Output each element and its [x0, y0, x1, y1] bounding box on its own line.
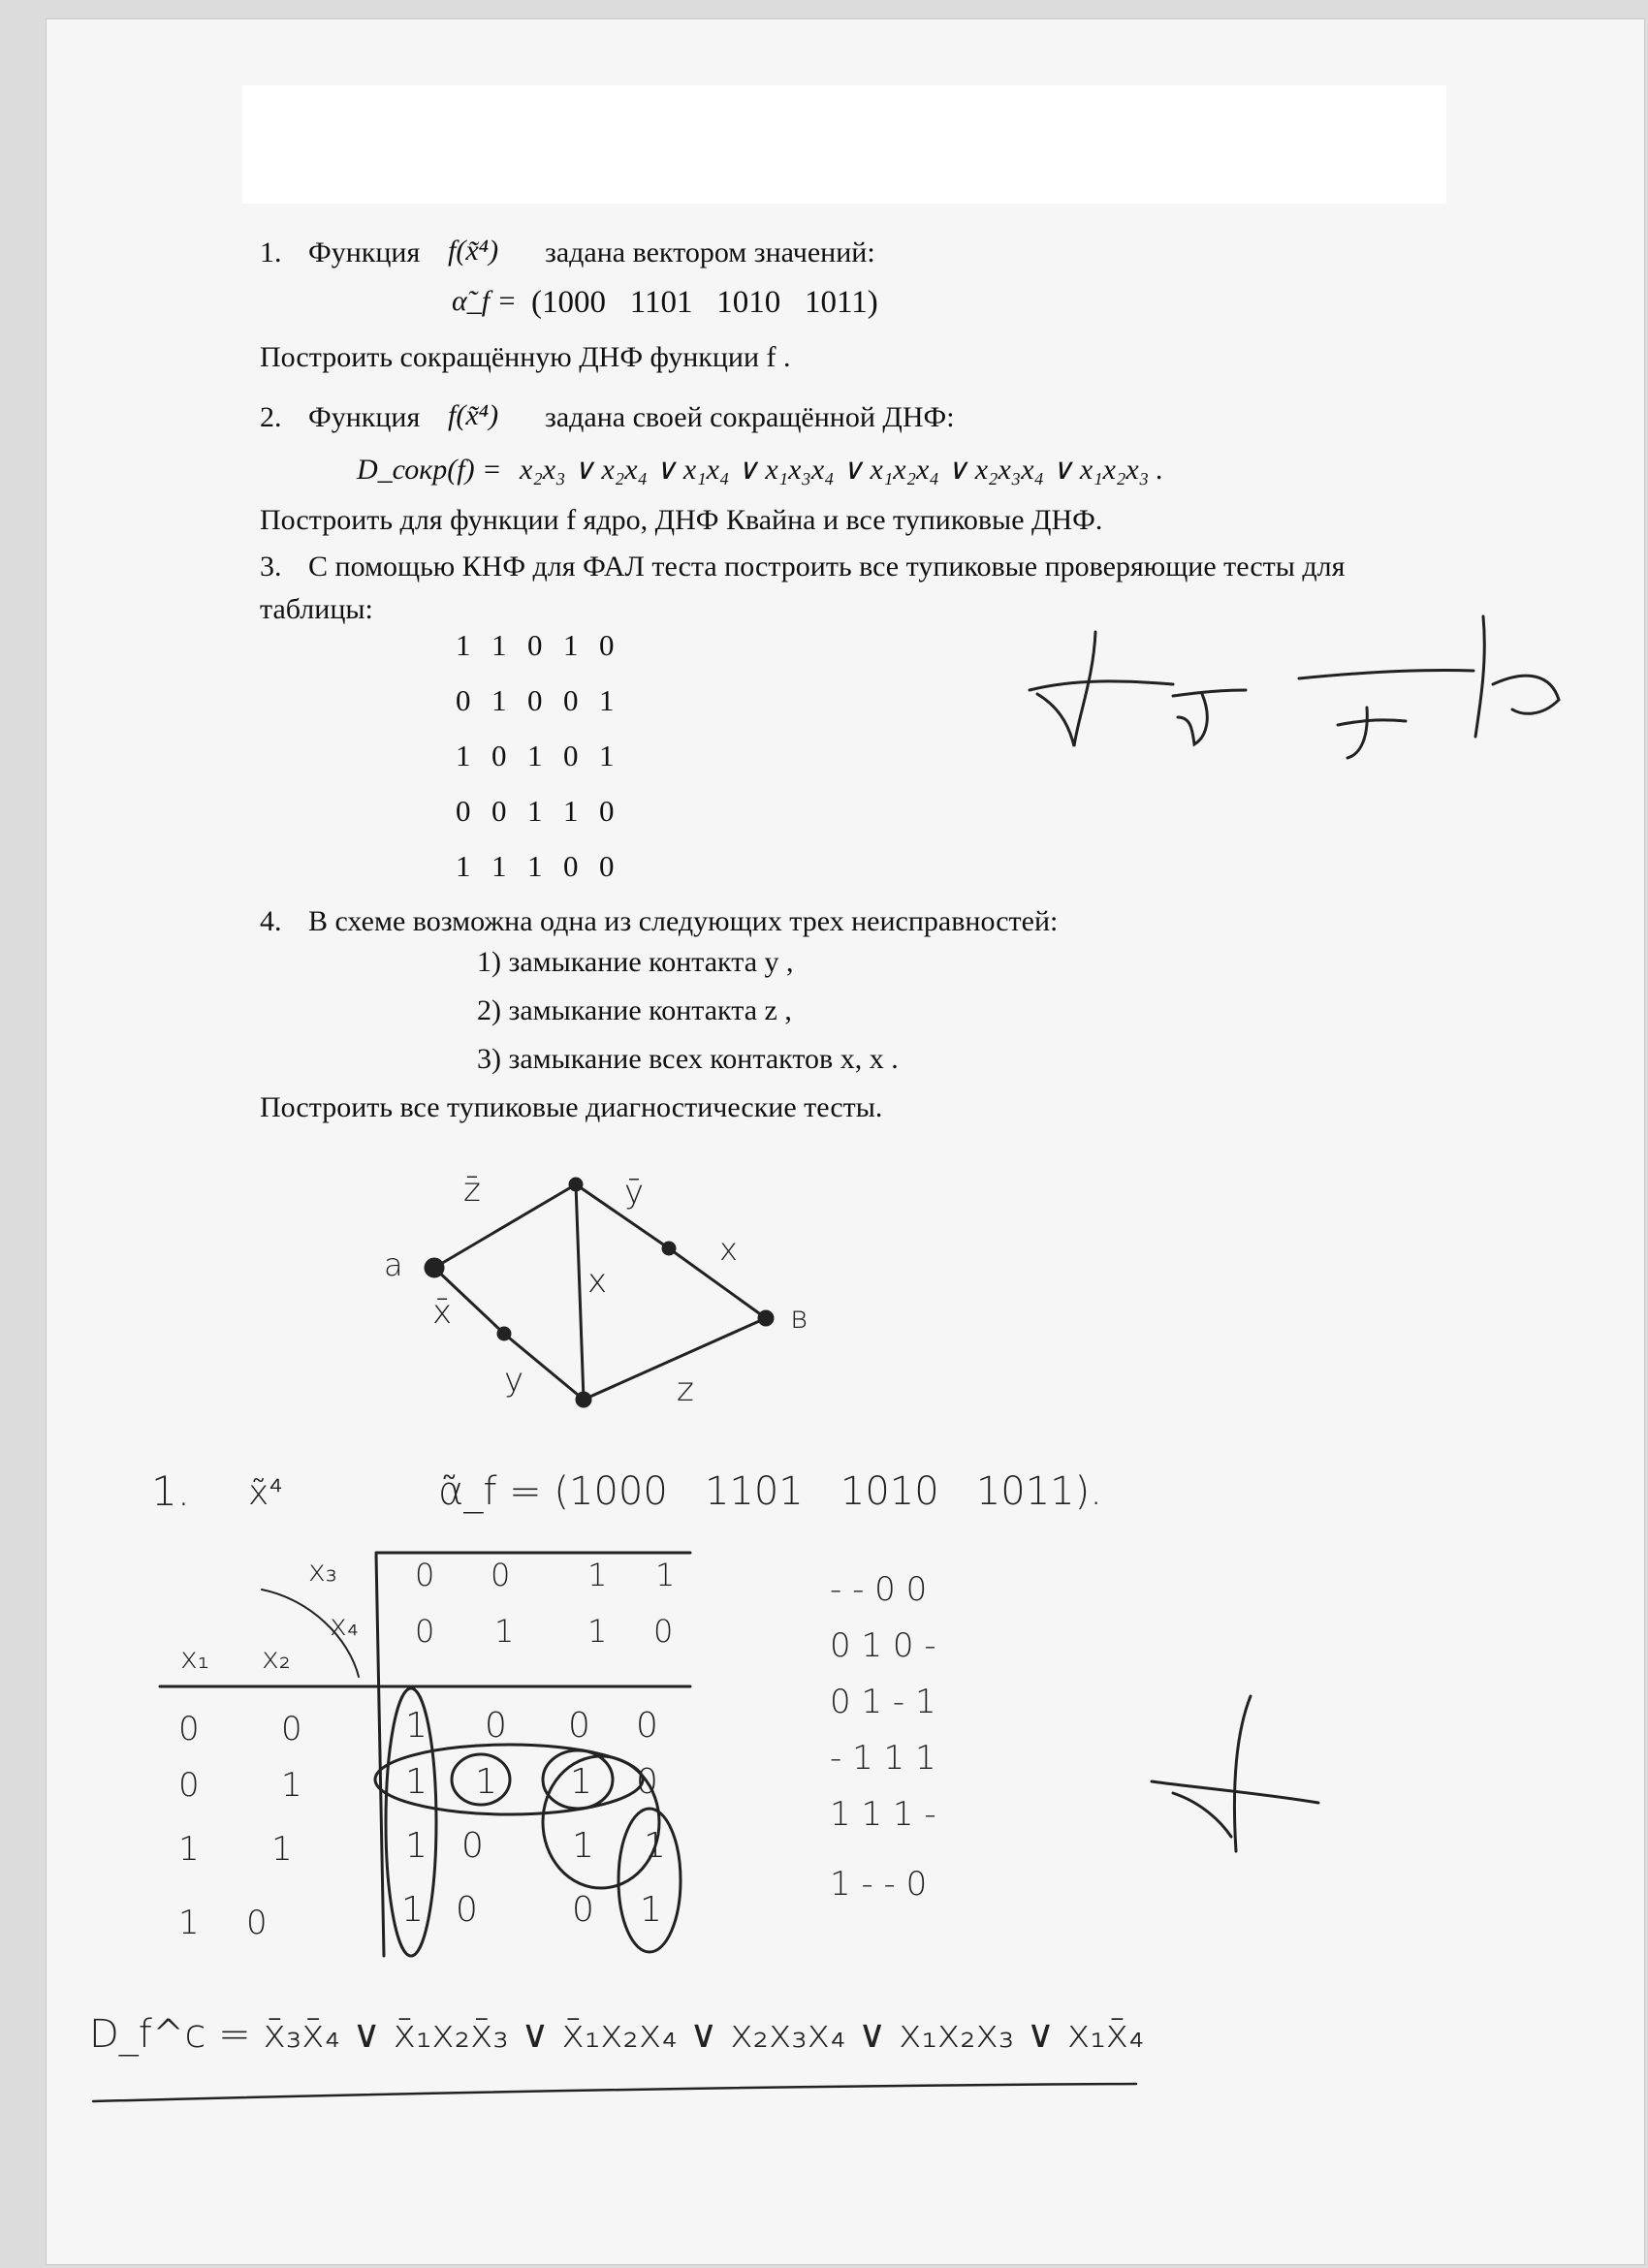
- table-row: 0 1 0 0 1: [456, 683, 615, 717]
- edge-label-x-middle: x: [587, 1262, 608, 1301]
- p4-task: Построить все тупиковые диагностические тесты.: [260, 1091, 883, 1123]
- kmap-row-0-x1: 0: [178, 1710, 200, 1748]
- interval-item: - - 0 0: [830, 1570, 928, 1609]
- p4-number: 4.: [260, 905, 282, 937]
- p3-number: 3.: [260, 551, 282, 583]
- p1-func: f(x̃⁴): [448, 235, 499, 267]
- kmap-header-x4-1: 1: [494, 1613, 515, 1650]
- kmap-cell: 0: [636, 1706, 658, 1746]
- kmap-row-2-x2: 1: [271, 1830, 293, 1869]
- kmap-cell: 1: [405, 1762, 428, 1802]
- interval-item: 1 - - 0: [830, 1865, 928, 1904]
- solution-vector: α̃_f = (1000 1101 1010 1011).: [438, 1469, 1102, 1514]
- kmap-header-x3-3: 1: [655, 1557, 676, 1593]
- p2-func: f(x̃⁴): [448, 399, 499, 431]
- edge-label-z-bar: z̄: [463, 1171, 481, 1210]
- result-underline: [93, 2084, 1136, 2101]
- p2-dnf: x₂x₃ ∨ x₂x₄ ∨ x₁x₄ ∨ x₁x₃x₄ ∨ x₁x₂x₄ ∨ x₂x₃x₄ ∨ x₁x₂x₃ .: [520, 454, 1164, 486]
- p4-item-3: 3) замыкание всех контактов x, x .: [477, 1043, 899, 1075]
- edge-label-y-bar: ȳ: [624, 1173, 645, 1212]
- kmap-row-3-x1: 1: [178, 1904, 200, 1942]
- kmap-header-x3-2: 1: [587, 1557, 608, 1593]
- p1-tail: задана вектором значений:: [545, 236, 875, 268]
- table-row: 1 0 1 0 1: [456, 739, 615, 772]
- p4-item-2: 2) замыкание контакта z ,: [477, 994, 792, 1026]
- kmap-cell: 0: [572, 1890, 594, 1930]
- kmap-row-0-x2: 0: [281, 1710, 302, 1748]
- kmap-header-x4-3: 0: [653, 1613, 674, 1650]
- kmap-row-2-x1: 1: [178, 1830, 200, 1869]
- kmap-cell: 0: [485, 1706, 507, 1746]
- p2-dnf-lhs: D_сокр(f) =: [357, 454, 502, 486]
- edge-label-x-right: x: [719, 1231, 738, 1268]
- kmap-cell: 1: [570, 1762, 592, 1802]
- kmap-header-x4-2: 1: [587, 1613, 608, 1650]
- p3-text-2: таблицы:: [260, 593, 373, 625]
- p3-text-1: С помощью КНФ для ФАЛ теста построить все тупиковые проверяющие тесты для: [308, 551, 1346, 583]
- grade-mark: [1030, 616, 1559, 758]
- kmap-cell: 0: [456, 1890, 478, 1930]
- check-mark: [1152, 1696, 1318, 1851]
- kmap-cell: 1: [640, 1890, 662, 1930]
- kmap-cell: 1: [401, 1890, 424, 1930]
- circuit-node-a: a: [384, 1246, 403, 1283]
- interval-item: - 1 1 1: [830, 1739, 936, 1778]
- kmap-col-var-x4: x₄: [330, 1609, 359, 1643]
- p2-intro: Функция: [308, 401, 421, 433]
- kmap-cell: 0: [461, 1826, 484, 1866]
- table-row: 1 1 1 0 0: [456, 849, 615, 883]
- kmap-col-var-x3: x₃: [308, 1555, 337, 1589]
- kmap-cell: 1: [572, 1826, 594, 1866]
- kmap-row-1-x1: 0: [178, 1766, 200, 1805]
- p1-intro: Функция: [308, 236, 421, 268]
- interval-item: 1 1 1 -: [830, 1795, 936, 1834]
- result-formula: D_f^c = x̄₃x̄₄ ∨ x̄₁x₂x̄₃ ∨ x̄₁x₂x₄ ∨ x₂x₃x₄ ∨ x₁x₂x₃ ∨ x₁x̄₄: [89, 2012, 1145, 2057]
- solution-func-note: x̃⁴: [248, 1473, 283, 1513]
- solution-number: 1.: [151, 1467, 191, 1515]
- kmap-header-x4-0: 0: [415, 1613, 435, 1650]
- kmap-row-1-x2: 1: [281, 1766, 302, 1805]
- kmap-row-var-x2: x₂: [262, 1642, 291, 1676]
- kmap-row-var-x1: x₁: [180, 1642, 209, 1676]
- kmap-cell: 1: [405, 1706, 428, 1746]
- interval-item: 0 1 0 -: [830, 1626, 936, 1665]
- circuit-node-b: в: [790, 1299, 808, 1336]
- table-row: 1 1 0 1 0: [456, 628, 615, 662]
- kmap-row-3-x2: 0: [246, 1904, 268, 1942]
- interval-item: 0 1 - 1: [830, 1683, 936, 1721]
- edge-label-y: y: [504, 1361, 524, 1400]
- p1-task: Построить сокращённую ДНФ функции f .: [260, 341, 791, 373]
- p1-vector-lhs: α̃_f =: [452, 285, 517, 317]
- edge-label-z: z: [677, 1370, 694, 1409]
- p2-task: Построить для функции f ядро, ДНФ Квайна и все тупиковые ДНФ.: [260, 504, 1103, 536]
- p2-tail: задана своей сокращённой ДНФ:: [545, 401, 955, 433]
- p4-item-1: 1) замыкание контакта y ,: [477, 946, 794, 978]
- p1-number: 1.: [260, 236, 282, 268]
- kmap-cell: 1: [405, 1826, 428, 1866]
- edge-label-x-bar: x̄: [432, 1293, 453, 1332]
- p1-vector: (1000 1101 1010 1011): [531, 285, 878, 320]
- kmap-cell: 1: [475, 1762, 497, 1802]
- kmap-cell: 0: [636, 1762, 658, 1802]
- table-row: 0 0 1 1 0: [456, 794, 615, 828]
- kmap-cell: 0: [568, 1706, 590, 1746]
- p4-intro: В схеме возможна одна из следующих трех неисправностей:: [308, 905, 1059, 937]
- kmap-cell: 1: [644, 1826, 666, 1866]
- kmap-header-x3-0: 0: [415, 1557, 435, 1593]
- p2-number: 2.: [260, 401, 282, 433]
- kmap-header-x3-1: 0: [491, 1557, 511, 1593]
